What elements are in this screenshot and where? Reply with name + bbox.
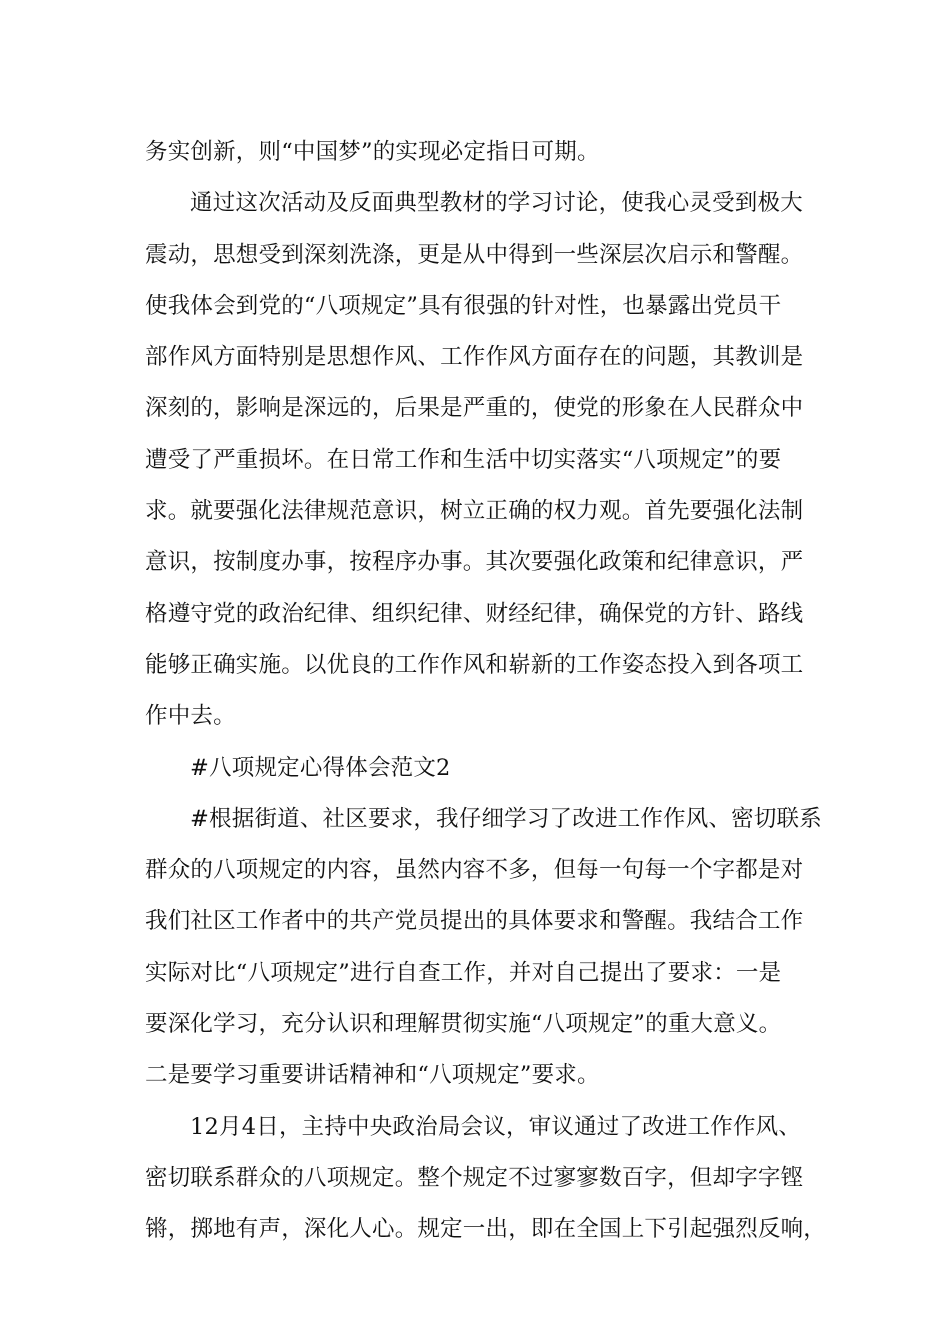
- text-line: 我们社区工作者中的共产党员提出的具体要求和警醒。我结合工作: [145, 908, 804, 935]
- text-line: 遭受了严重损坏。在日常工作和生活中切实落实“八项规定”的要: [145, 446, 782, 473]
- paragraph-4: [145, 1102, 825, 1256]
- text-line: 使我体会到党的“八项规定”具有很强的针对性，也暴露出党员干: [145, 292, 782, 319]
- text-line: 部作风方面特别是思想作风、工作作风方面存在的问题，其教训是: [145, 344, 804, 371]
- text-line: 求。就要强化法律规范意识，树立正确的权力观。首先要强化法制: [145, 498, 804, 525]
- text-line: 能够正确实施。以优良的工作作风和崭新的工作姿态投入到各项工: [145, 651, 804, 678]
- text-line: 要深化学习，充分认识和理解贯彻实施“八项规定”的重大意义。: [145, 1011, 782, 1038]
- text-line: 群众的八项规定的内容，虽然内容不多，但每一句每一个字都是对: [145, 857, 804, 884]
- paragraph-2: [145, 178, 825, 742]
- text-line: 实际对比“八项规定”进行自查工作，并对自己提出了要求：一是: [145, 959, 782, 986]
- document-body: [145, 127, 825, 1256]
- text-line: #八项规定心得体会范文2: [190, 754, 451, 781]
- text-line: 意识，按制度办事，按程序办事。其次要强化政策和纪律意识，严: [145, 549, 804, 576]
- text-line: 二是要学习重要讲话精神和“八项规定”要求。: [145, 1062, 600, 1089]
- paragraph-3: [145, 794, 825, 1102]
- text-line: 密切联系群众的八项规定。整个规定不过寥寥数百字，但却字字铿: [145, 1164, 804, 1191]
- text-line: 深刻的，影响是深远的，后果是严重的，使党的形象在人民群众中: [145, 395, 804, 422]
- text-line: 震动，思想受到深刻洗涤，更是从中得到一些深层次启示和警醒。: [145, 241, 804, 268]
- text-line: 通过这次活动及反面典型教材的学习讨论，使我心灵受到极大: [190, 190, 803, 217]
- text-line: 作中去。: [145, 703, 236, 730]
- text-line: 12月4日，主持中央政治局会议，审议通过了改进工作作风、: [190, 1113, 802, 1140]
- text-line: 锵，掷地有声，深化人心。规定一出，即在全国上下引起强烈反响，: [145, 1216, 827, 1243]
- text-line: 务实创新，则“中国梦”的实现必定指日可期。: [145, 139, 600, 165]
- text-line: 格遵守党的政治纪律、组织纪律、财经纪律，确保党的方针、路线: [145, 600, 804, 627]
- text-line: #根据街道、社区要求，我仔细学习了改进工作作风、密切联系: [190, 805, 822, 832]
- paragraph-1: [145, 127, 825, 178]
- section-heading: [145, 743, 825, 794]
